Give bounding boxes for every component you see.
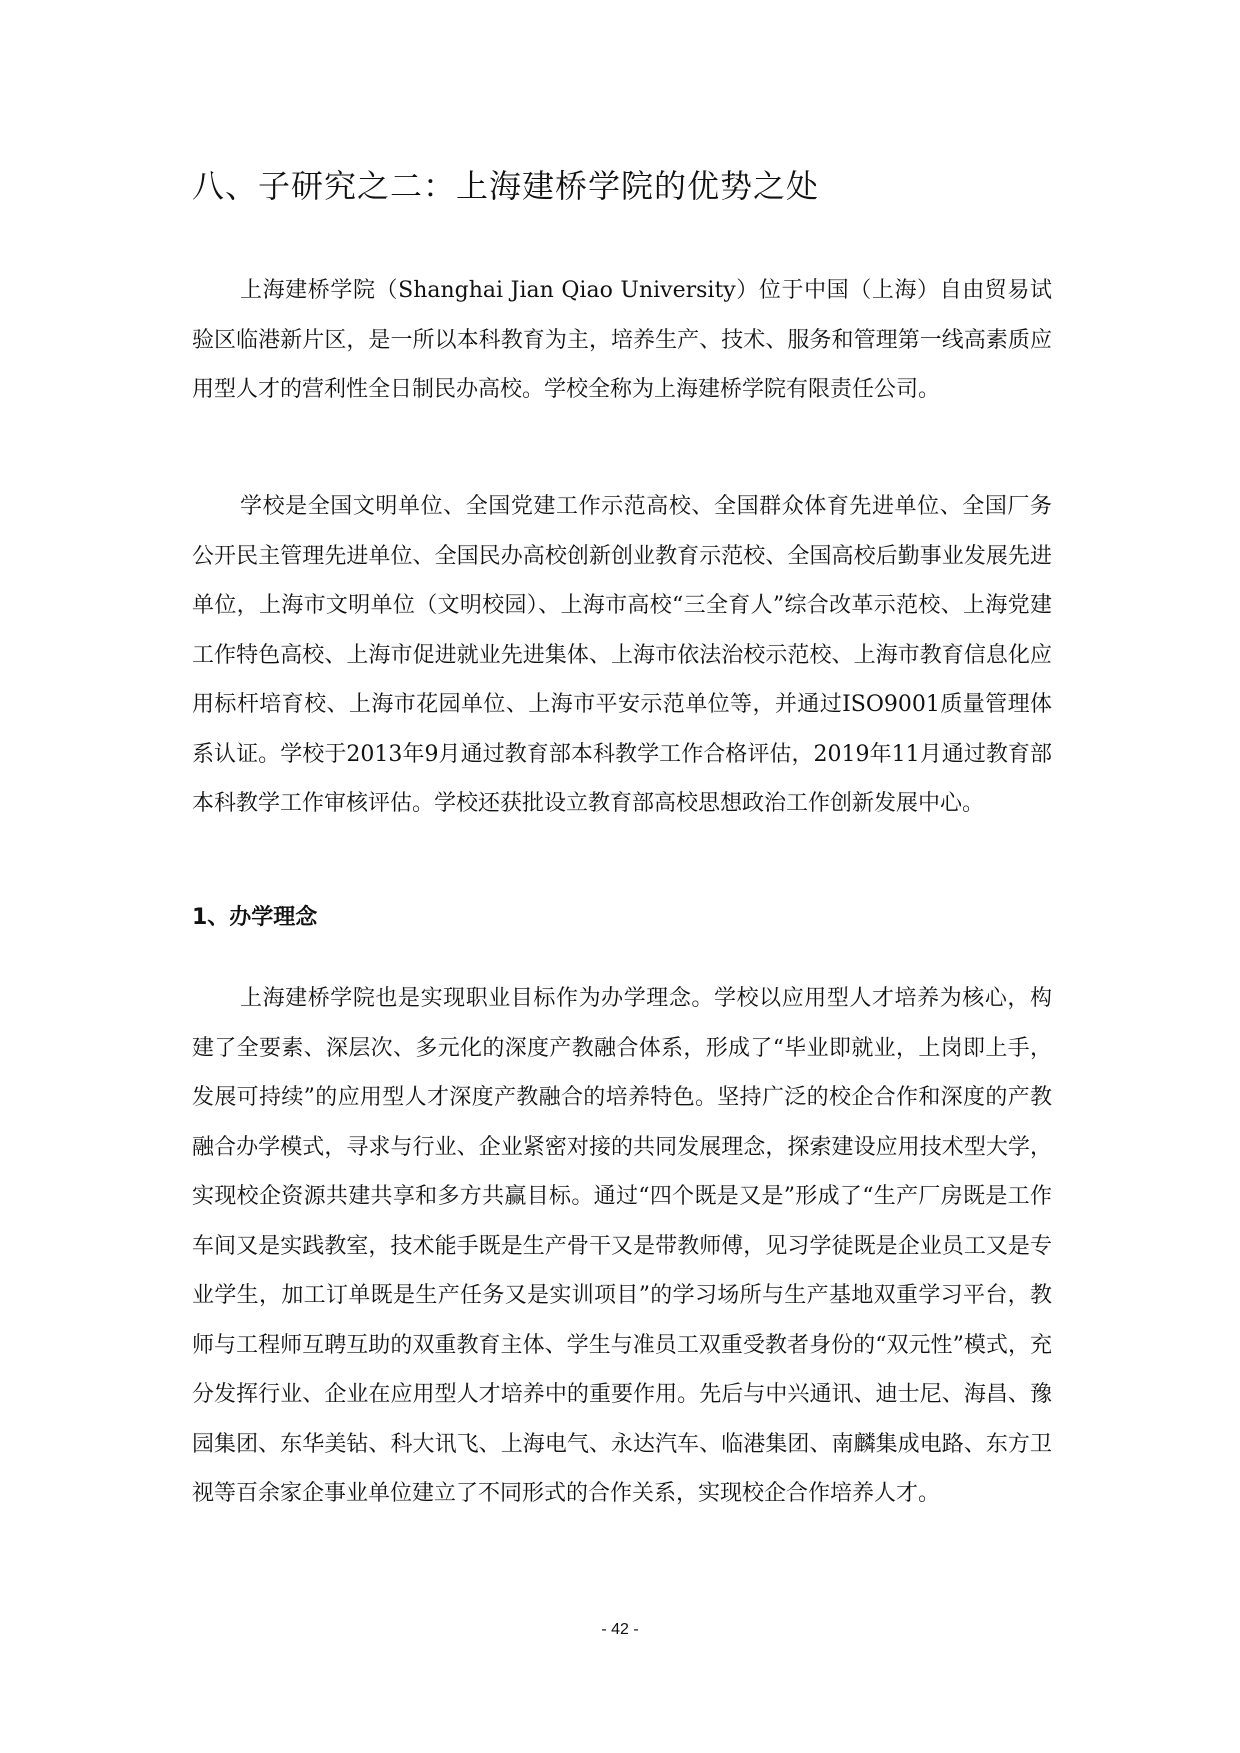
page-number: - 42 - [601, 1621, 639, 1638]
philosophy-paragraph: 上海建桥学院也是实现职业目标作为办学理念。学校以应用型人才培养为核心，构建了全要素、深层次、多元化的深度产教融合体系，形成了“毕业即就业，上岗即上手，发展可持续”的应用型人才深度产教融合的培养特色。坚持广泛的校企合作和深度的产教融合办学模式，寻求与行业、企业紧密对接的共同发展理念，探索建设应用技术型大学，实现校企资源共建共享和多方共赢目标。通过“四个既是又是”形成了“生产厂房既是工作车间又是实践教室，技术能手既是生产骨干又是带教师傅，见习学徒既是企业员工又是专业学生，加工订单既是生产任务又是实训项目”的学习场所与生产基地双重学习平台，教师与工程师互聘互助的双重教育主体、学生与准员工双重受教者身份的“双元性”模式，充分发挥行业、企业在应用型人才培养中的重要作用。先后与中兴通讯、迪士尼、海昌、豫园集团、东华美钻、科大讯飞、上海电气、永达汽车、临港集团、南麟集成电路、东方卫视等百余家企事业单位建立了不同形式的合作关系，实现校企合作培养人才。 [192, 986, 1052, 1506]
section-heading: 八、子研究之二：上海建桥学院的优势之处 [192, 167, 820, 205]
honors-paragraph: 学校是全国文明单位、全国党建工作示范高校、全国群众体育先进单位、全国厂务公开民主管理先进单位、全国民办高校创新创业教育示范校、全国高校后勤事业发展先进单位，上海市文明单位（文明校园）、上海市高校“三全育人”综合改革示范校、上海党建工作特色高校、上海市促进就业先进集体、上海市依法治校示范校、上海市教育信息化应用标杆培育校、上海市花园单位、上海市平安示范单位等，并通过ISO9001质量管理体系认证。学校于2013年9月通过教育部本科教学工作合格评估，2019年11月通过教育部本科教学工作审核评估。学校还获批设立教育部高校思想政治工作创新发展中心。 [192, 494, 1052, 816]
intro-paragraph: 上海建桥学院（Shanghai Jian Qiao University）位于中国（上海）自由贸易试验区临港新片区，是一所以本科教育为主，培养生产、技术、服务和管理第一线高素质应用型人才的营利性全日制民办高校。学校全称为上海建桥学院有限责任公司。 [192, 278, 1052, 402]
subsection-heading: 1、办学理念 [192, 905, 318, 930]
